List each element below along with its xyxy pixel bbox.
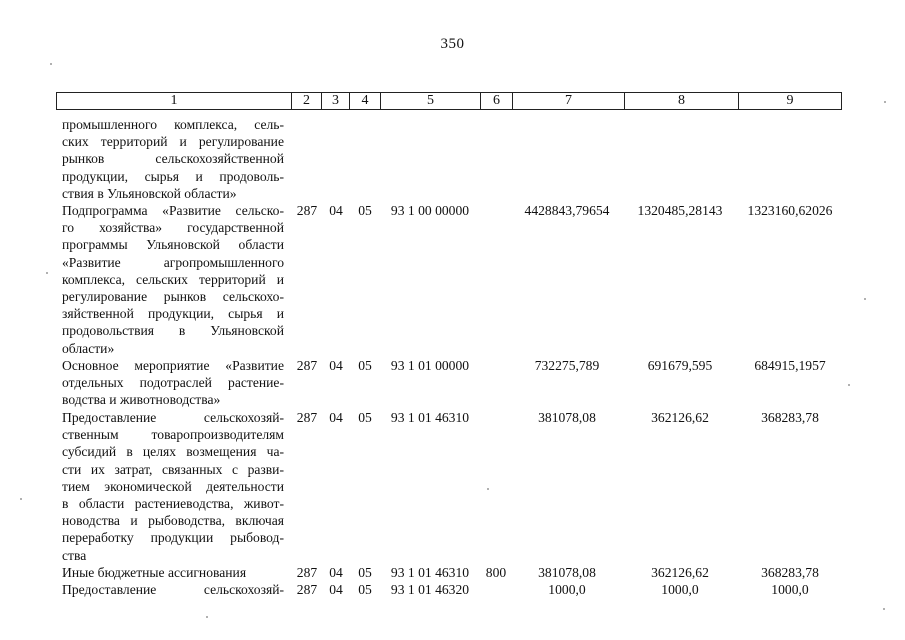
description-line: тием экономической деятельности bbox=[62, 478, 284, 494]
description-line: отдельных подотраслей растение- bbox=[62, 375, 284, 391]
header-cell-8: 8 bbox=[624, 93, 738, 109]
cell-amount-col9: 368283,78 bbox=[761, 565, 819, 580]
scan-speck bbox=[884, 101, 886, 103]
description-line: комплекса, сельских территорий и bbox=[62, 271, 284, 287]
cell-amount-col7: 4428843,79654 bbox=[524, 203, 610, 218]
cell-section: 04 bbox=[329, 358, 343, 373]
page-number: 350 bbox=[440, 36, 465, 52]
cell-ministry-code: 287 bbox=[296, 582, 318, 597]
description-line: Предоставление сельскохозяй- bbox=[62, 410, 284, 425]
description-line: Основное мероприятие «Развитие bbox=[62, 358, 284, 373]
header-cell-6: 6 bbox=[480, 93, 512, 109]
cell-subsection: 05 bbox=[358, 203, 372, 218]
cell-target-article: 93 1 00 00000 bbox=[390, 203, 470, 218]
cell-ministry-code: 287 bbox=[296, 565, 318, 580]
description-line: сти их затрат, связанных с разви- bbox=[62, 461, 284, 477]
description-line: Предоставление сельскохозяй- bbox=[62, 582, 284, 597]
description-line: программы Ульяновской области bbox=[62, 237, 284, 253]
cell-target-article: 93 1 01 46310 bbox=[390, 410, 470, 425]
scan-speck bbox=[46, 272, 48, 274]
cell-section: 04 bbox=[329, 203, 343, 218]
cell-target-article: 93 1 01 46310 bbox=[390, 565, 470, 580]
row-description bbox=[62, 202, 284, 357]
cell-amount-col9: 1323160,62026 bbox=[747, 203, 833, 218]
cell-amount-col8: 1320485,28143 bbox=[637, 203, 723, 218]
scan-speck bbox=[50, 63, 52, 65]
description-line: переработку продукции рыбовод- bbox=[62, 530, 284, 546]
header-cell-5: 5 bbox=[380, 93, 480, 109]
cell-amount-col9: 368283,78 bbox=[761, 410, 819, 425]
description-line: в области растениеводства, живот- bbox=[62, 496, 284, 512]
cell-amount-col7: 732275,789 bbox=[534, 358, 600, 373]
description-line: области» bbox=[62, 340, 115, 356]
header-cell-2: 2 bbox=[291, 93, 321, 109]
cell-amount-col7: 1000,0 bbox=[548, 582, 586, 597]
header-cell-7: 7 bbox=[512, 93, 624, 109]
description-line: регулирование рынков сельскохо- bbox=[62, 289, 284, 305]
row-description bbox=[62, 409, 284, 564]
description-line: рынков сельскохозяйственной bbox=[62, 151, 284, 167]
row-description bbox=[62, 581, 284, 598]
description-line: Подпрограмма «Развитие сельско- bbox=[62, 203, 284, 218]
description-line: ских территорий и регулирование bbox=[62, 134, 284, 150]
table-header bbox=[56, 92, 842, 110]
scan-speck bbox=[487, 488, 489, 490]
cell-amount-col8: 1000,0 bbox=[661, 582, 699, 597]
description-line: ства bbox=[62, 547, 87, 563]
cell-ministry-code: 287 bbox=[296, 358, 318, 373]
cell-amount-col8: 362126,62 bbox=[651, 410, 709, 425]
cell-amount-col8: 691679,595 bbox=[647, 358, 713, 373]
cell-amount-col9: 684915,1957 bbox=[754, 358, 826, 373]
scan-speck bbox=[20, 498, 22, 500]
row-description bbox=[62, 357, 284, 409]
cell-amount-col7: 381078,08 bbox=[538, 410, 596, 425]
cell-subsection: 05 bbox=[358, 410, 372, 425]
scan-speck bbox=[848, 384, 850, 386]
description-line: продовольствия в Ульяновской bbox=[62, 323, 284, 339]
row-description bbox=[62, 564, 284, 581]
cell-subsection: 05 bbox=[358, 565, 372, 580]
scan-speck bbox=[206, 616, 208, 618]
cell-subsection: 05 bbox=[358, 582, 372, 597]
cell-target-article: 93 1 01 00000 bbox=[390, 358, 470, 373]
cell-subsection: 05 bbox=[358, 358, 372, 373]
description-line: го хозяйства» государственной bbox=[62, 220, 284, 236]
cell-amount-col7: 381078,08 bbox=[538, 565, 596, 580]
cell-section: 04 bbox=[329, 410, 343, 425]
header-cell-3: 3 bbox=[321, 93, 349, 109]
header-cell-9: 9 bbox=[738, 93, 841, 109]
description-line: Иные бюджетные ассигнования bbox=[62, 565, 247, 580]
description-line: «Развитие агропромышленного bbox=[62, 254, 284, 270]
row-description bbox=[62, 116, 284, 202]
cell-section: 04 bbox=[329, 582, 343, 597]
header-cell-4: 4 bbox=[349, 93, 380, 109]
cell-section: 04 bbox=[329, 565, 343, 580]
cell-ministry-code: 287 bbox=[296, 203, 318, 218]
scan-speck bbox=[883, 608, 885, 610]
description-line: субсидий в целях возмещения ча- bbox=[62, 444, 284, 460]
description-line: промышленного комплекса, сель- bbox=[62, 117, 284, 132]
description-line: водства и животноводства» bbox=[62, 392, 221, 408]
cell-ministry-code: 287 bbox=[296, 410, 318, 425]
description-line: продукции, сырья и продоволь- bbox=[62, 168, 284, 184]
cell-target-article: 93 1 01 46320 bbox=[390, 582, 470, 597]
cell-amount-col9: 1000,0 bbox=[771, 582, 809, 597]
description-line: зяйственной продукции, сырья и bbox=[62, 306, 284, 322]
description-line: ственным товаропроизводителям bbox=[62, 427, 284, 443]
cell-expense-type: 800 bbox=[485, 565, 507, 580]
scan-speck bbox=[864, 298, 866, 300]
description-line: ствия в Ульяновской области» bbox=[62, 185, 237, 201]
header-cell-1: 1 bbox=[170, 93, 178, 108]
cell-amount-col8: 362126,62 bbox=[651, 565, 709, 580]
description-line: новодства и рыбоводства, включая bbox=[62, 513, 284, 529]
